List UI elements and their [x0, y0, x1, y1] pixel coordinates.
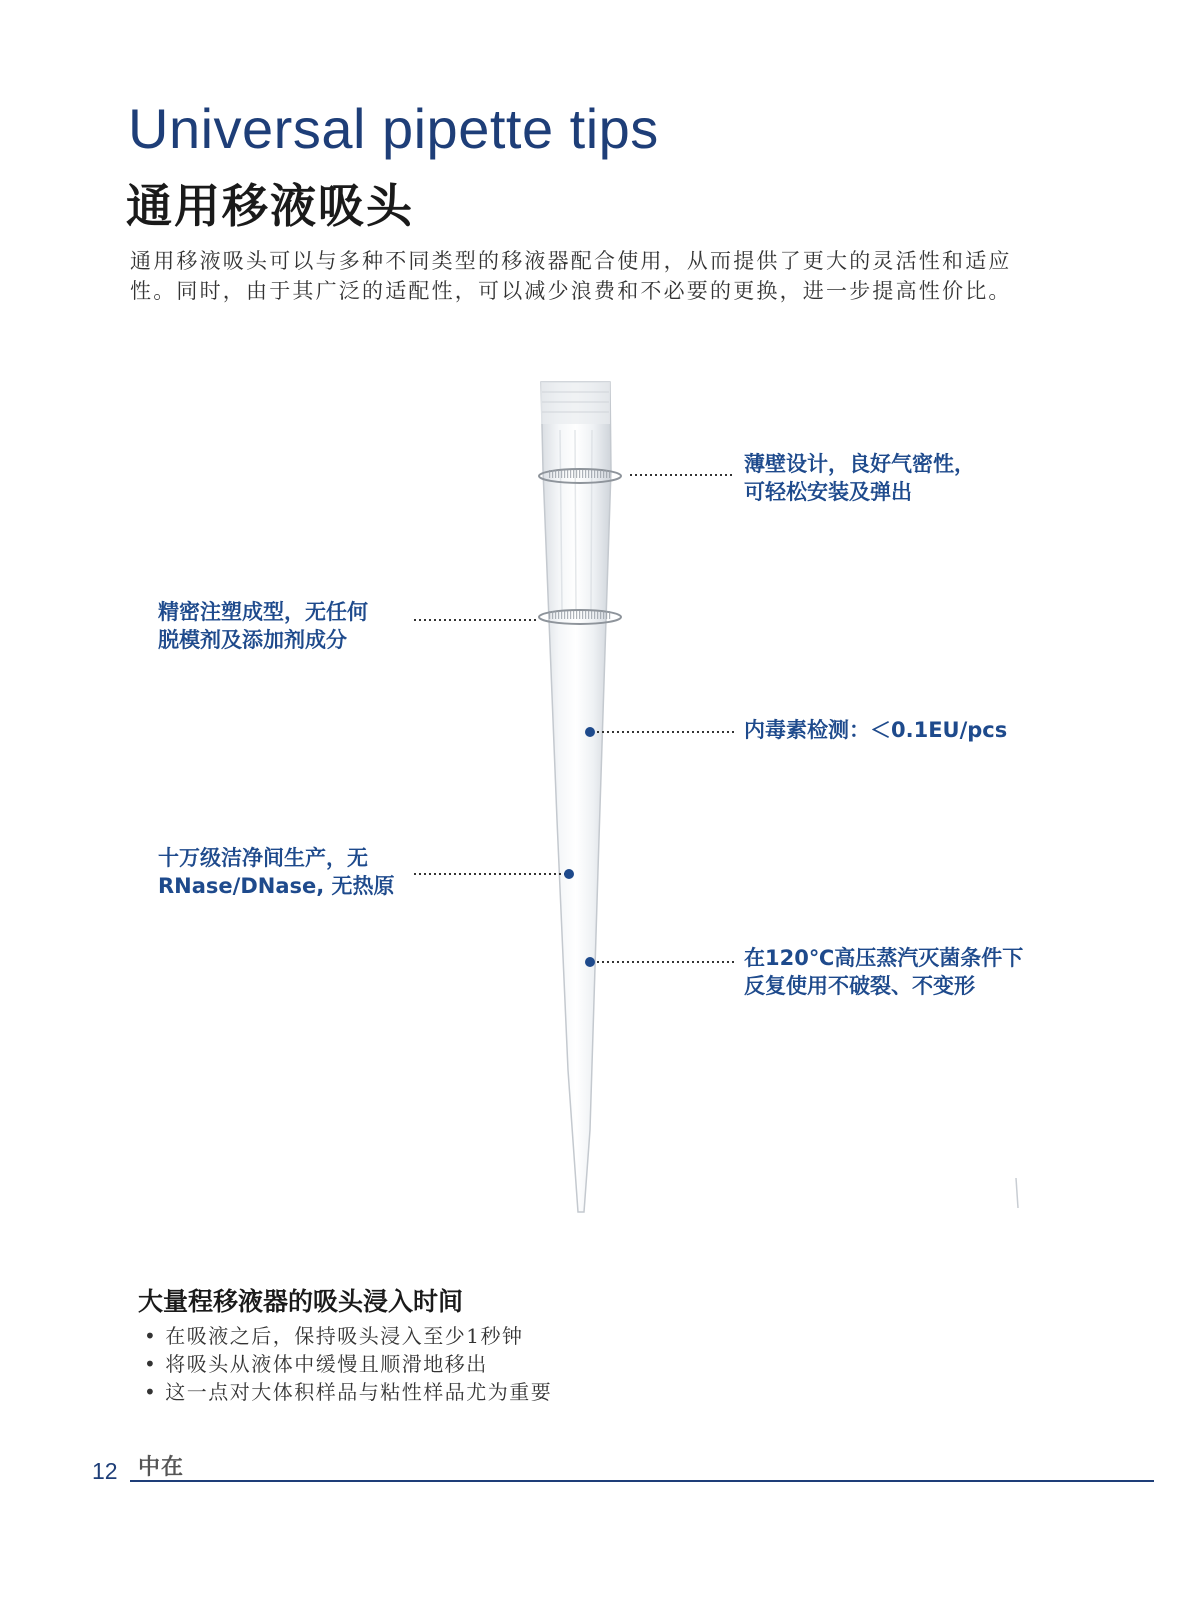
pipette-tip-diagram	[0, 370, 1179, 1230]
pipette-tip-illustration	[0, 370, 1179, 1230]
tip-collar	[541, 382, 610, 424]
callout-line: 可轻松安装及弹出	[744, 480, 912, 504]
list-item: • 将吸头从液体中缓慢且顺滑地移出	[144, 1350, 552, 1378]
point-cleanroom	[564, 869, 574, 879]
callout-autoclave	[744, 944, 1023, 1000]
callout-line: 在120℃高压蒸汽灭菌条件下	[744, 946, 1024, 970]
list-item: • 在吸液之后，保持吸头浸入至少1秒钟	[144, 1322, 552, 1350]
intro-paragraph	[130, 246, 1030, 306]
callout-line: 反复使用不破裂、不变形	[744, 974, 975, 998]
callout-precision-molding	[158, 598, 368, 654]
bullet-list	[144, 1322, 552, 1406]
point-endotoxin	[585, 727, 595, 737]
callout-cleanroom	[158, 844, 395, 900]
callout-line: RNase/DNase, 无热原	[158, 874, 395, 898]
callout-line: 薄壁设计，良好气密性，	[744, 452, 975, 476]
page-title-english: Universal pipette tips	[128, 97, 659, 160]
page-title-chinese: 通用移液吸头	[126, 179, 414, 233]
callout-endotoxin	[744, 716, 1007, 744]
intro-line: 通用移液吸头可以与多种不同类型的移液器配合使用，从而提供了更大的灵活性和适应	[130, 249, 1012, 273]
point-autoclave	[585, 957, 595, 967]
callout-thin-wall	[744, 450, 975, 506]
footer-brand: 中在	[138, 1455, 185, 1480]
footer-divider	[130, 1480, 1154, 1482]
callout-line: 十万级洁净间生产，无	[158, 846, 368, 870]
list-item: • 这一点对大体积样品与粘性样品尤为重要	[144, 1378, 552, 1406]
callout-line: 脱模剂及添加剂成分	[158, 628, 347, 652]
callout-line: 精密注塑成型，无任何	[158, 600, 368, 624]
section-title: 大量程移液器的吸头浸入时间	[138, 1287, 464, 1316]
callout-line: 内毒素检测：＜0.1EU/pcs	[744, 718, 1008, 742]
intro-line: 性。同时，由于其广泛的适配性，可以减少浪费和不必要的更换，进一步提高性价比。	[130, 279, 1012, 303]
page-number: 12	[92, 1458, 118, 1484]
